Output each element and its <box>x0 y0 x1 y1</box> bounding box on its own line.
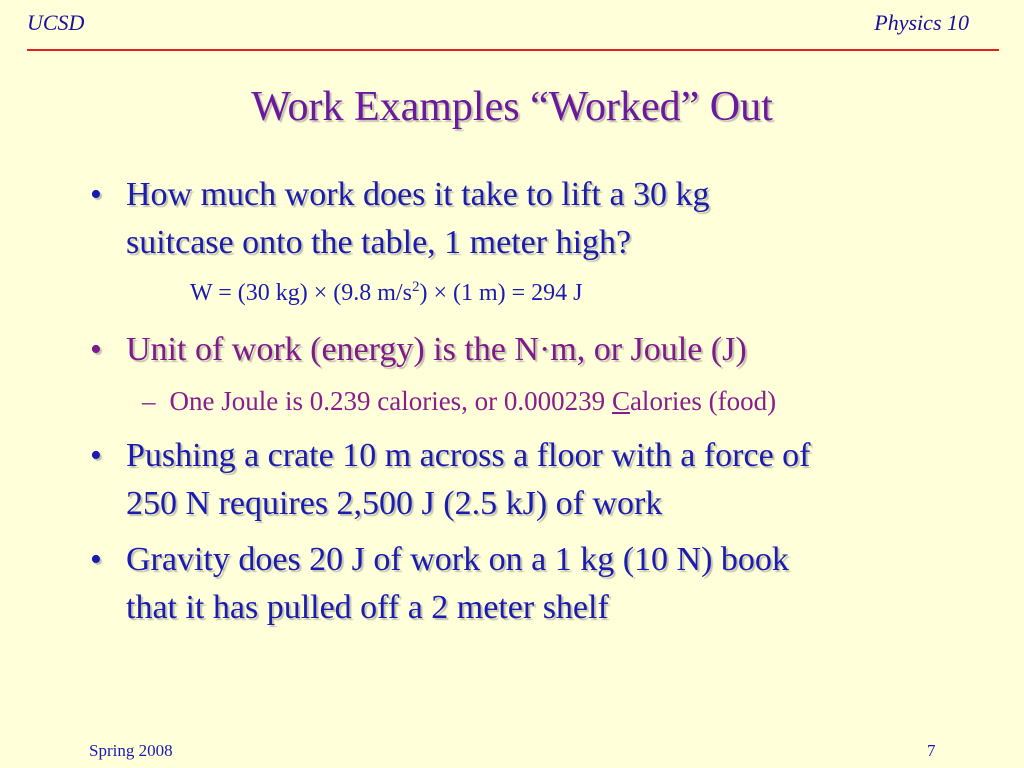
bullet-lift-suitcase <box>90 171 950 267</box>
formula-exponent: 2 <box>411 279 420 295</box>
sub-bullet-text: One Joule is 0.239 calories, or 0.000239 <box>169 386 612 416</box>
formula-text: ) × (1 m) = 294 J <box>419 280 583 306</box>
bullet-marker: • <box>90 176 102 213</box>
bullet-gravity-book <box>90 536 950 632</box>
sub-bullet-underlined: C <box>611 386 630 416</box>
slide-number: 7 <box>927 741 936 760</box>
bullet-line: How much work does it take to lift a 30 kg <box>126 176 710 213</box>
bullet-line: Unit of work (energy) is the N·m, or Joule (J) <box>126 331 747 368</box>
header-course: Physics 10 <box>874 10 969 35</box>
sub-bullet-text: alories (food) <box>629 386 777 416</box>
bullet-line: Pushing a crate 10 m across a floor with a force of <box>126 437 811 474</box>
slide-title: Work Examples “Worked” Out <box>251 84 773 130</box>
header-divider <box>27 49 999 51</box>
formula-text: W = (30 kg) × (9.8 m/s <box>190 280 412 306</box>
bullet-marker: • <box>90 541 102 578</box>
footer-date: Spring 2008 <box>89 741 173 760</box>
bullet-unit-of-work <box>90 326 950 374</box>
bullet-line: 250 N requires 2,500 J (2.5 kJ) of work <box>126 485 663 522</box>
sub-bullet-joule-calories <box>142 385 776 417</box>
bullet-line: Gravity does 20 J of work on a 1 kg (10 N) book <box>126 541 789 578</box>
bullet-pushing-crate <box>90 432 950 528</box>
bullet-marker: • <box>90 437 102 474</box>
header-institution: UCSD <box>27 10 85 35</box>
work-formula <box>190 278 583 308</box>
sub-bullet-marker: – <box>142 386 156 416</box>
bullet-line: that it has pulled off a 2 meter shelf <box>126 589 609 626</box>
bullet-line: suitcase onto the table, 1 meter high? <box>126 224 632 261</box>
bullet-marker: • <box>90 331 102 368</box>
